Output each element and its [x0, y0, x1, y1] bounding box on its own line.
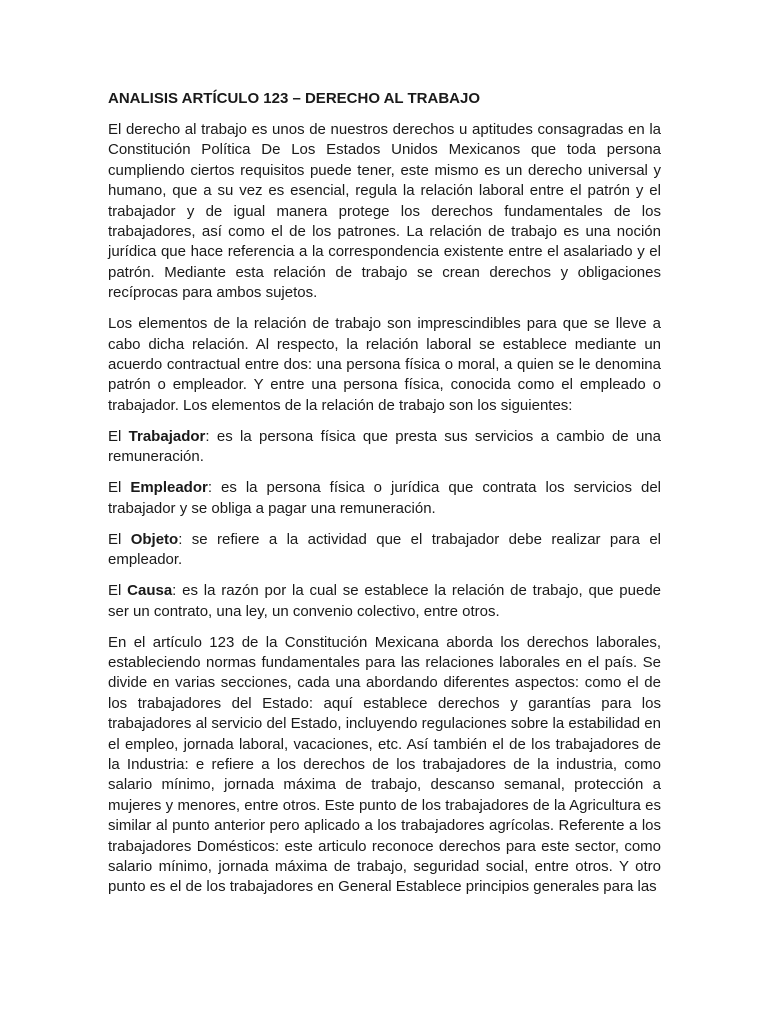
- element-term: Objeto: [130, 530, 179, 548]
- element-text: : es la persona física que presta sus servicios a cambio de una remuneración.: [108, 427, 661, 466]
- document-title: ANALISIS ARTÍCULO 123 – DERECHO AL TRABAJO: [108, 90, 480, 107]
- element-term: Causa: [127, 582, 173, 600]
- element-text: : es la razón por la cual se establece la relación de trabajo, que puede ser un contrato, una ley, un convenio colectivo, entre otros.: [108, 582, 661, 620]
- intro-paragraph: El derecho al trabajo es unos de nuestros derechos u aptitudes consagradas en la Constitución Política De Los Estados Unidos Mexicanos que toda persona cumpliendo ciertos requisitos puede tener, este mismo es un derecho universal y humano, que a su vez es esencial, regula la relación laboral entre el patrón y el trabajador y de igual manera protege los derechos fundamentales de los trabajadores, así como el de los patrones. La relación de trabajo es una noción jurídica que hace referencia a la correspondencia existente entre el asalariado y el patrón. Mediante esta relación de trabajo se crean derechos y obligaciones recíprocas para ambos sujetos.: [108, 121, 661, 302]
- document-page: [108, 88, 661, 908]
- closing-paragraph: En el artículo 123 de la Constitución Mexicana aborda los derechos laborales, estableciendo normas fundamentales para las relaciones laborales en el país. Se divide en varias secciones, cada una abordando diferentes aspectos: como el de los trabajadores del Estado: aquí establece derechos y garantías para los trabajadores al servicio del Estado, incluyendo regulaciones sobre la estabilidad en el empleo, jornada laboral, vacaciones, etc. Así también el de los trabajadores de la Industria: e refiere a los derechos de los trabajadores de la industria, como salario mínimo, jornada máxima de trabajo, descanso semanal, protección a mujeres y menores, entre otros. Este punto de los trabajadores de la Agricultura es similar al punto anterior pero aplicado a los trabajadores agrícolas. Referente a los trabajadores Domésticos: este articulo reconoce derechos para este sector, como salario mínimo, jornada máxima de trabajo, seguridad social, entre otros. Y otro punto es el de los trabajadores en General Establece principios generales para las: [108, 633, 661, 896]
- element-term: Trabajador: [128, 427, 206, 445]
- element-term: Empleador: [130, 479, 208, 497]
- elements-intro-paragraph: Los elementos de la relación de trabajo son imprescindibles para que se lleve a cabo dicha relación. Al respecto, la relación laboral se establece mediante un acuerdo contractual entre dos: una persona física o moral, a quien se le denomina patrón o empleador. Y entre una persona física, conocida como el empleado o trabajador. Los elementos de la relación de trabajo son los siguientes:: [108, 315, 661, 414]
- element-trabajador: [108, 427, 661, 468]
- element-text: : es la persona física o jurídica que contrata los servicios del trabajador y se obliga a pagar una remuneración.: [108, 479, 661, 517]
- element-causa: [108, 581, 661, 622]
- element-empleador: [108, 478, 661, 519]
- element-prefix: El: [108, 582, 128, 600]
- element-text: : se refiere a la actividad que el trabajador debe realizar para el empleador.: [108, 530, 661, 569]
- element-prefix: El: [108, 479, 131, 497]
- element-objeto: [108, 530, 661, 571]
- element-prefix: El: [108, 530, 131, 548]
- element-prefix: El: [108, 427, 129, 445]
